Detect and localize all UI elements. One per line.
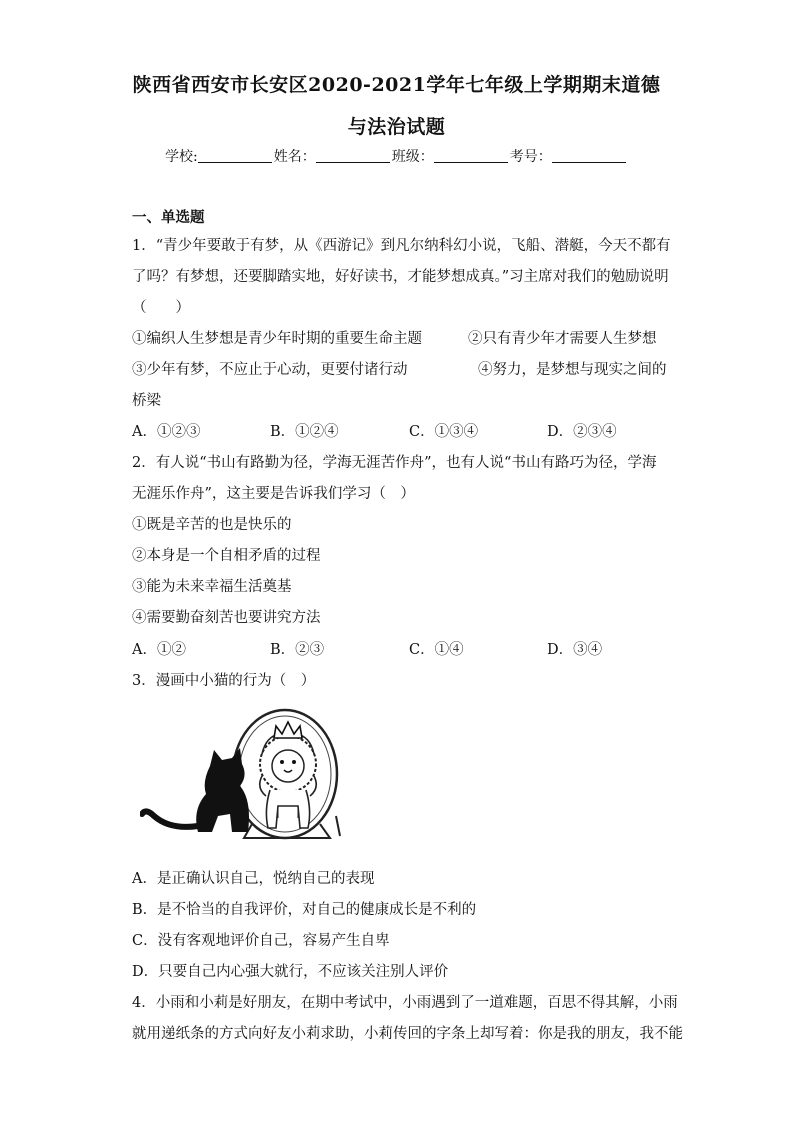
exam-no-blank[interactable] xyxy=(552,148,626,163)
q2-stem-line1: 2．有人说“书山有路勤为径，学海无涯苦作舟”，也有人说“书山有路巧为径，学海 xyxy=(132,455,657,471)
q1-statement-4-cont: 桥梁 xyxy=(132,393,161,409)
q2-option-a[interactable]: A．①② xyxy=(132,642,186,658)
exam-title-line2: 与法治试题 xyxy=(347,116,446,138)
q1-option-c[interactable]: C．①③④ xyxy=(409,424,479,440)
q4-stem-line2: 就用递纸条的方式向好友小莉求助，小莉传回的字条上却写着：你是我的朋友，我不能 xyxy=(132,1026,683,1042)
q3-option-d[interactable]: D．只要自己内心强大就行，不应该关注别人评价 xyxy=(132,964,449,980)
q1-statement-2: ②只有青少年才需要人生梦想 xyxy=(468,331,657,347)
q1-stem-line2: 了吗？有梦想，还要脚踏实地，好好读书，才能梦想成真。”习主席对我们的勉励说明 xyxy=(132,269,669,285)
class-label: 班级： xyxy=(391,149,434,165)
q2-option-c[interactable]: C．①④ xyxy=(409,642,464,658)
black-cat xyxy=(142,748,249,832)
q2-option-b[interactable]: B．②③ xyxy=(270,642,325,658)
q1-stem-line3: （ ） xyxy=(132,300,190,316)
q3-stem: 3．漫画中小猫的行为（ ） xyxy=(132,673,316,689)
q2-statement-1: ①既是辛苦的也是快乐的 xyxy=(132,517,292,533)
q1-option-d[interactable]: D．②③④ xyxy=(547,424,617,440)
q3-option-b[interactable]: B．是不恰当的自我评价，对自己的健康成长是不利的 xyxy=(132,902,477,918)
exam-no-label: 考号： xyxy=(509,149,552,165)
student-info-row xyxy=(165,146,628,166)
q1-statement-1: ①编织人生梦想是青少年时期的重要生命主题 xyxy=(132,331,422,347)
q1-statement-4: ④努力，是梦想与现实之间的 xyxy=(478,362,667,378)
name-label: 姓名： xyxy=(273,149,316,165)
exam-title-line1: 陕西省西安市长安区2020-2021学年七年级上学期期末道德 xyxy=(132,74,661,96)
school-blank[interactable] xyxy=(198,148,272,163)
q1-stem-line1: 1．“青少年要敢于有梦，从《西游记》到凡尔纳科幻小说，飞船、潜艇，今天不都有 xyxy=(132,238,671,254)
q1-statement-3: ③少年有梦，不应止于心动，更要付诸行动 xyxy=(132,362,408,378)
name-blank[interactable] xyxy=(316,148,390,163)
q1-option-b[interactable]: B．①②④ xyxy=(270,424,339,440)
q2-option-d[interactable]: D．③④ xyxy=(547,642,603,658)
q4-stem-line1: 4．小雨和小莉是好朋友，在期中考试中，小雨遇到了一道难题，百思不得其解，小雨 xyxy=(132,995,678,1011)
q2-statement-3: ③能为未来幸福生活奠基 xyxy=(132,579,292,595)
class-blank[interactable] xyxy=(434,148,508,163)
q2-statement-2: ②本身是一个自相矛盾的过程 xyxy=(132,548,321,564)
cat-mirror-lion-cartoon xyxy=(140,706,350,846)
lion-reflection xyxy=(260,722,317,828)
q2-statement-4: ④需要勤奋刻苦也要讲究方法 xyxy=(132,610,321,626)
q1-option-a[interactable]: A．①②③ xyxy=(132,424,201,440)
q3-option-a[interactable]: A．是正确认识自己，悦纳自己的表现 xyxy=(132,871,375,887)
section-title: 一、单选题 xyxy=(132,209,205,226)
q2-stem-line2: 无涯乐作舟”，这主要是告诉我们学习（ ） xyxy=(132,486,415,502)
school-label: 学校: xyxy=(165,149,198,165)
q3-option-c[interactable]: C．没有客观地评价自己，容易产生自卑 xyxy=(132,933,390,949)
